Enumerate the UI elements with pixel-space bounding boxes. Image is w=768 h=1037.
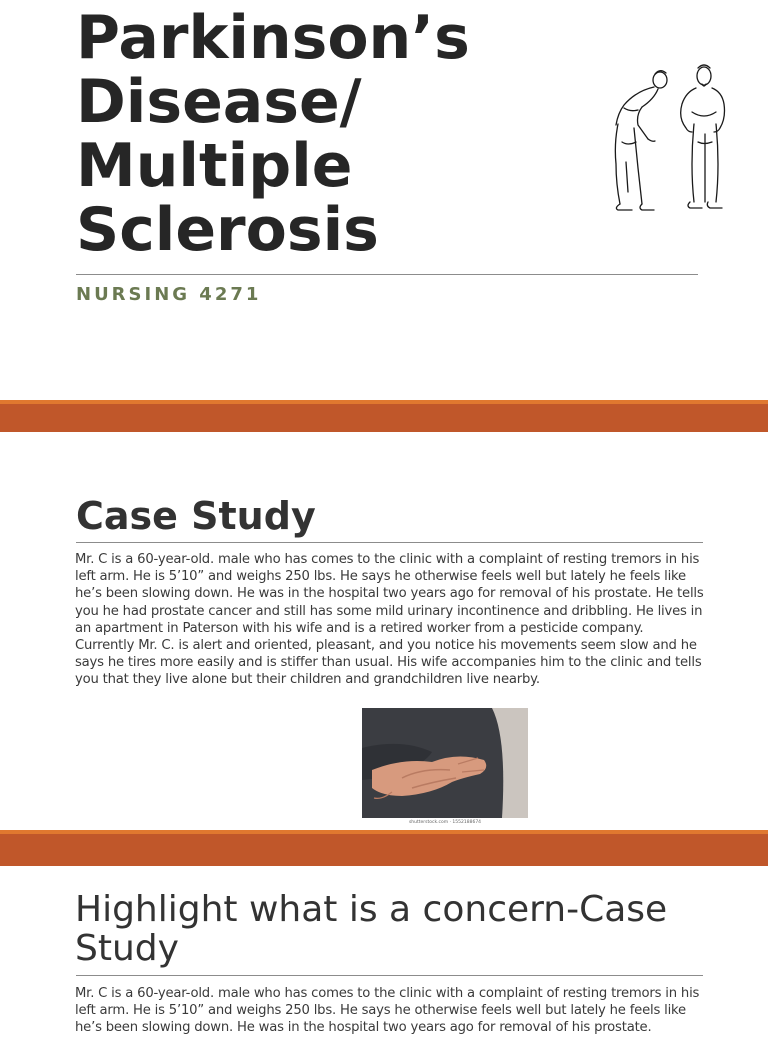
stooped-figure	[615, 71, 667, 210]
highlight-concern-heading: Highlight what is a concern-Case Study	[75, 889, 668, 969]
title-line: Sclerosis	[76, 195, 379, 265]
slide-divider-bar	[0, 400, 768, 432]
title-slide	[0, 0, 768, 400]
case-study-body: Mr. C is a 60-year-old. male who has comes to the clinic with a complaint of resting tremors in his left arm. He is 5’10” and weighs 250 lbs. He says he otherwise feels well but lately he feels like he’s been slowing down. He was in the hospital two years ago for removal of his prostate. He tells you he had prostate cancer and still has some mild urinary incontinence and dribbling. He lives in an apartment in Paterson with his wife and is a retired worker from a pesticide company. Currently Mr. C. is alert and oriented, pleasant, and you notice his movements seem slow and he says he tires more easily and is stiffer than usual. His wife accompanies him to the clinic and tells you that they live alone but their children and grandchildren live nearby.	[75, 552, 704, 688]
heading-divider-line	[76, 542, 703, 543]
parkinsons-patients-sketch-icon	[600, 62, 740, 217]
title-line: Multiple	[76, 131, 353, 201]
tremor-hands-illustration	[362, 708, 528, 828]
title-line: Disease/	[76, 67, 362, 137]
heading-divider-line	[76, 975, 703, 976]
presentation-title	[76, 3, 546, 265]
tremor-hands-photo	[362, 708, 528, 828]
title-divider-line	[76, 274, 698, 275]
highlight-concern-body: Mr. C is a 60-year-old. male who has comes to the clinic with a complaint of resting tremors in his left arm. He is 5’10” and weighs 250 lbs. He says he otherwise feels well but lately he feels like he’s been slowing down. He was in the hospital two years ago for removal of his prostate.	[75, 986, 700, 1036]
course-subtitle: NURSING 4271	[76, 284, 262, 305]
title-line: Parkinson’s	[76, 3, 470, 73]
photo-credit: shutterstock.com · 1552188674	[362, 818, 528, 828]
standing-figure	[681, 65, 725, 208]
highlight-concern-slide	[0, 866, 768, 1036]
case-study-slide	[0, 432, 768, 830]
slide-divider-bar	[0, 830, 768, 866]
case-study-heading: Case Study	[76, 494, 316, 538]
